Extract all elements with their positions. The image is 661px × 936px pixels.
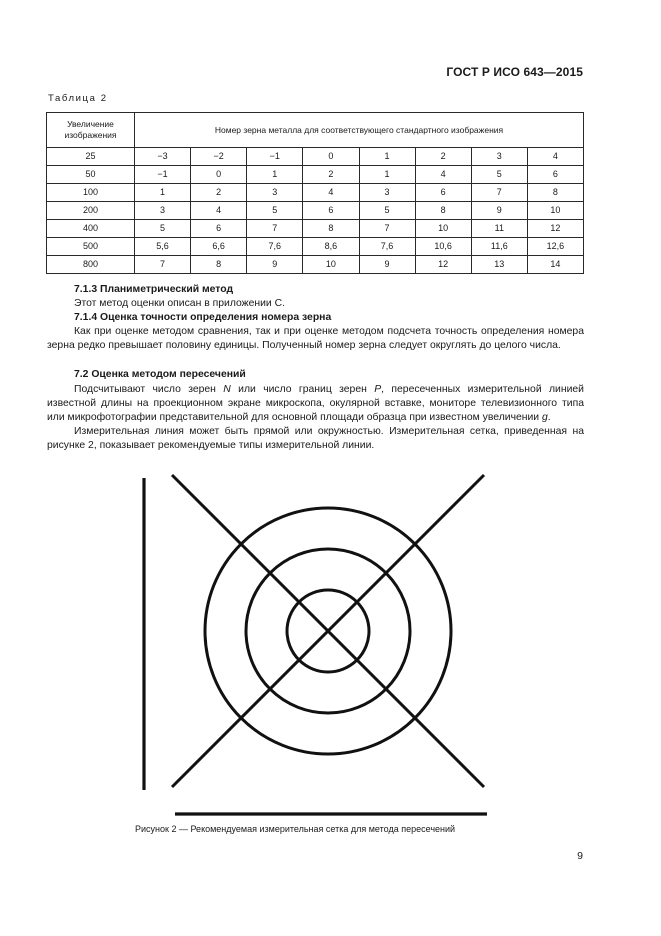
grain-number-cell: −1: [247, 148, 303, 166]
figure-caption: Рисунок 2 — Рекомендуемая измерительная сетка для метода пересечений: [135, 824, 456, 834]
grain-number-cell: 0: [191, 166, 247, 184]
grain-number-cell: 8: [527, 184, 583, 202]
grain-number-cell: 2: [415, 148, 471, 166]
grain-number-cell: 10: [303, 256, 359, 274]
magnification-cell: 100: [47, 184, 135, 202]
grain-number-cell: 7: [359, 220, 415, 238]
grain-number-cell: 7: [471, 184, 527, 202]
grain-number-cell: 1: [359, 166, 415, 184]
grain-number-cell: 3: [471, 148, 527, 166]
grain-number-cell: 6: [527, 166, 583, 184]
grain-number-cell: 7,6: [247, 238, 303, 256]
grain-number-cell: 4: [191, 202, 247, 220]
grain-number-cell: 11: [471, 220, 527, 238]
grain-number-cell: 1: [359, 148, 415, 166]
grain-number-cell: 10,6: [415, 238, 471, 256]
grain-number-cell: −2: [191, 148, 247, 166]
grain-number-cell: 11,6: [471, 238, 527, 256]
grain-number-cell: 10: [527, 202, 583, 220]
grain-number-cell: 4: [527, 148, 583, 166]
grain-number-cell: 0: [303, 148, 359, 166]
paragraph-7-2-1: Подсчитывают число зерен N или число границ зерен P, пересеченных измерительной линией известной длины на проекционном экране микроскопа, окулярной вставке, мониторе телевизионного типа или микрофотографии представительной для основной площади образца при известном увеличении g.: [47, 384, 584, 423]
grain-number-cell: 12,6: [527, 238, 583, 256]
grain-number-cell: 1: [135, 184, 191, 202]
grain-number-cell: 12: [415, 256, 471, 274]
grain-number-cell: 5,6: [135, 238, 191, 256]
header-magnification: Увеличение изображения: [47, 113, 135, 148]
page-number: 9: [577, 850, 583, 862]
grain-number-cell: 6: [191, 220, 247, 238]
paragraph-7-1-4: Как при оценке методом сравнения, так и при оценке методом подсчета точность определения номера зерна редко превышает половину единицы. Полученный номер зерна следует округлять до целого числа.: [47, 326, 584, 351]
grain-number-cell: 2: [303, 166, 359, 184]
magnification-cell: 50: [47, 166, 135, 184]
grain-number-cell: 6,6: [191, 238, 247, 256]
grain-number-cell: 14: [527, 256, 583, 274]
magnification-cell: 200: [47, 202, 135, 220]
heading-7-1-3: 7.1.3 Планиметрический метод: [74, 284, 234, 295]
grain-number-cell: 6: [303, 202, 359, 220]
grain-number-cell: 4: [415, 166, 471, 184]
grain-number-cell: 9: [471, 202, 527, 220]
grain-number-cell: 3: [135, 202, 191, 220]
grain-number-cell: 8,6: [303, 238, 359, 256]
grain-number-cell: 10: [415, 220, 471, 238]
grain-number-cell: 5: [247, 202, 303, 220]
grain-number-cell: −1: [135, 166, 191, 184]
grain-number-cell: 9: [359, 256, 415, 274]
grain-number-cell: 8: [191, 256, 247, 274]
grain-number-cell: 8: [415, 202, 471, 220]
grain-number-cell: 7: [135, 256, 191, 274]
grain-number-cell: 2: [191, 184, 247, 202]
grain-number-cell: −3: [135, 148, 191, 166]
heading-7-2: 7.2 Оценка методом пересечений: [74, 369, 246, 380]
grain-number-cell: 3: [247, 184, 303, 202]
grain-number-cell: 5: [359, 202, 415, 220]
header-grain-number: Номер зерна металла для соответствующего стандартного изображения: [135, 113, 584, 148]
magnification-cell: 800: [47, 256, 135, 274]
grain-number-cell: 9: [247, 256, 303, 274]
grain-number-cell: 8: [303, 220, 359, 238]
standard-header: ГОСТ Р ИСО 643—2015: [446, 65, 583, 79]
paragraph-7-2-2: Измерительная линия может быть прямой или окружностью. Измерительная сетка, приведенная на рисунке 2, показывает рекомендуемые типы измерительной линии.: [47, 426, 584, 451]
magnification-cell: 500: [47, 238, 135, 256]
grain-number-cell: 13: [471, 256, 527, 274]
grain-number-cell: 5: [135, 220, 191, 238]
table-caption: Таблица 2: [48, 93, 108, 104]
grain-number-cell: 7,6: [359, 238, 415, 256]
grain-number-cell: 12: [527, 220, 583, 238]
grain-number-cell: 7: [247, 220, 303, 238]
grain-number-cell: 6: [415, 184, 471, 202]
magnification-cell: 25: [47, 148, 135, 166]
grain-number-cell: 1: [247, 166, 303, 184]
grain-number-cell: 4: [303, 184, 359, 202]
magnification-cell: 400: [47, 220, 135, 238]
heading-7-1-4: 7.1.4 Оценка точности определения номера зерна: [74, 312, 332, 323]
grain-number-cell: 5: [471, 166, 527, 184]
text-7-1-3: Этот метод оценки описан в приложении С.: [74, 298, 286, 309]
grain-number-cell: 3: [359, 184, 415, 202]
